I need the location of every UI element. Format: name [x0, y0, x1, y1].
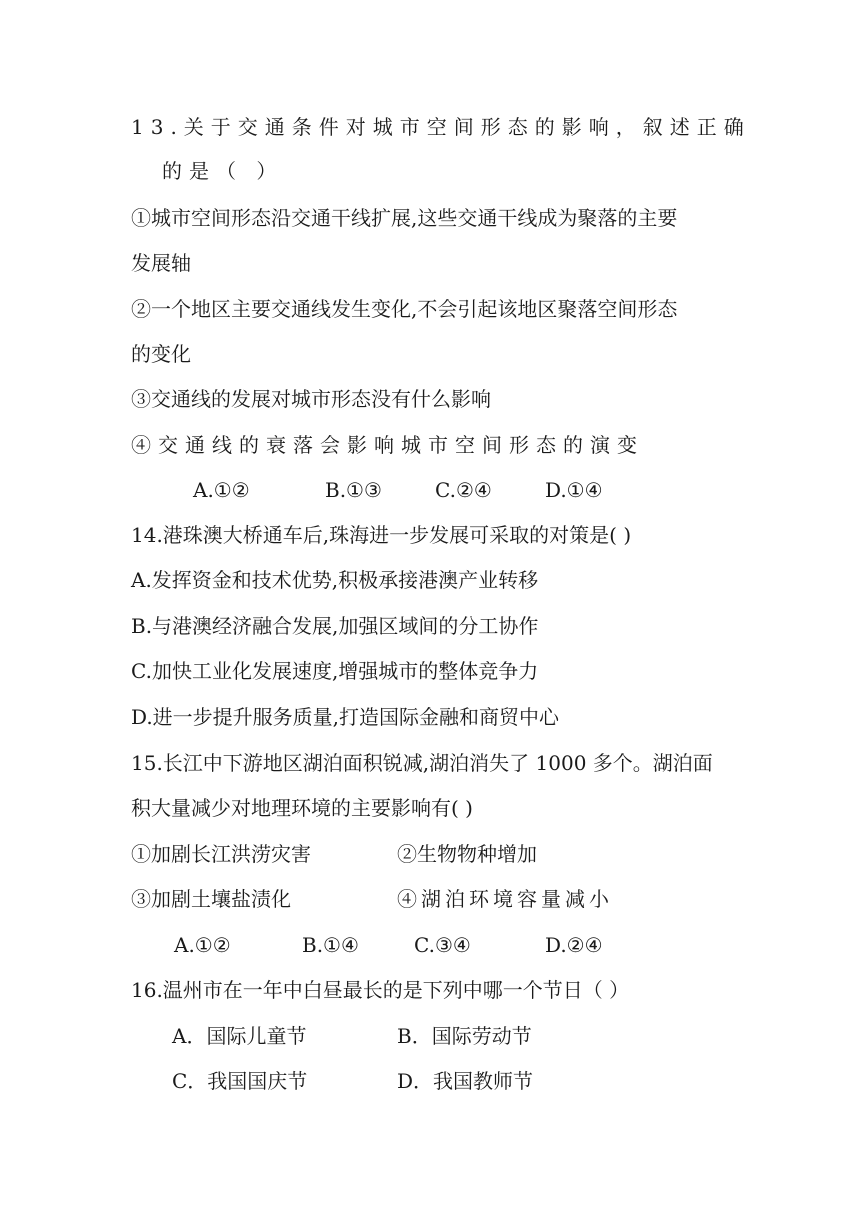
q15-choice-c: C.③④ — [414, 933, 471, 957]
q13-item1-line1: ①城市空间形态沿交通干线扩展,这些交通干线成为聚落的主要 — [131, 206, 678, 230]
q15-stem-line1: 15.长江中下游地区湖泊面积锐减,湖泊消失了 1000 多个。湖泊面 — [131, 751, 713, 775]
q13-choice-d: D.①④ — [545, 478, 603, 502]
q13-stem-line1: 13.关于交通条件对城市空间形态的影响，叙述正确 — [131, 115, 751, 139]
q13-item4: ④交通线的衰落会影响城市空间形态的演变 — [131, 433, 644, 457]
q13-item2-line2: 的变化 — [131, 342, 191, 366]
q15-choice-b: B.①④ — [302, 933, 359, 957]
q13-item2-line1: ②一个地区主要交通线发生变化,不会引起该地区聚落空间形态 — [131, 297, 678, 321]
q14-option-c: C.加快工业化发展速度,增强城市的整体竞争力 — [131, 659, 539, 683]
q16-stem: 16.温州市在一年中白昼最长的是下列中哪一个节日（ ） — [131, 978, 630, 1002]
q16-option-c: C．我国国庆节 — [172, 1069, 308, 1093]
q15-item4: ④湖泊环境容量减小 — [397, 887, 613, 911]
q15-stem-line2: 积大量减少对地理环境的主要影响有( ) — [131, 796, 473, 820]
q15-item1: ①加剧长江洪涝灾害 — [131, 842, 311, 866]
q16-option-d: D．我国教师节 — [397, 1069, 534, 1093]
q14-option-d: D.进一步提升服务质量,打造国际金融和商贸中心 — [131, 705, 560, 729]
q16-option-a: A．国际儿童节 — [172, 1024, 307, 1048]
q13-choice-b: B.①③ — [325, 478, 382, 502]
q13-item3: ③交通线的发展对城市形态没有什么影响 — [131, 387, 491, 411]
q13-item1-line2: 发展轴 — [131, 251, 191, 275]
q13-stem-line2: 的是（ ） — [162, 159, 284, 183]
q16-option-b: B．国际劳动节 — [397, 1024, 532, 1048]
q15-item2: ②生物物种增加 — [397, 842, 537, 866]
q14-option-b: B.与港澳经济融合发展,加强区域间的分工协作 — [131, 614, 539, 638]
q13-choice-c: C.②④ — [435, 478, 492, 502]
q14-stem: 14.港珠澳大桥通车后,珠海进一步发展可采取的对策是( ) — [131, 523, 632, 547]
q14-option-a: A.发挥资金和技术优势,积极承接港澳产业转移 — [131, 568, 539, 592]
q15-choice-a: A.①② — [174, 933, 231, 957]
q15-choice-d: D.②④ — [545, 933, 603, 957]
q13-choice-a: A.①② — [193, 478, 250, 502]
q15-item3: ③加剧土壤盐渍化 — [131, 887, 291, 911]
